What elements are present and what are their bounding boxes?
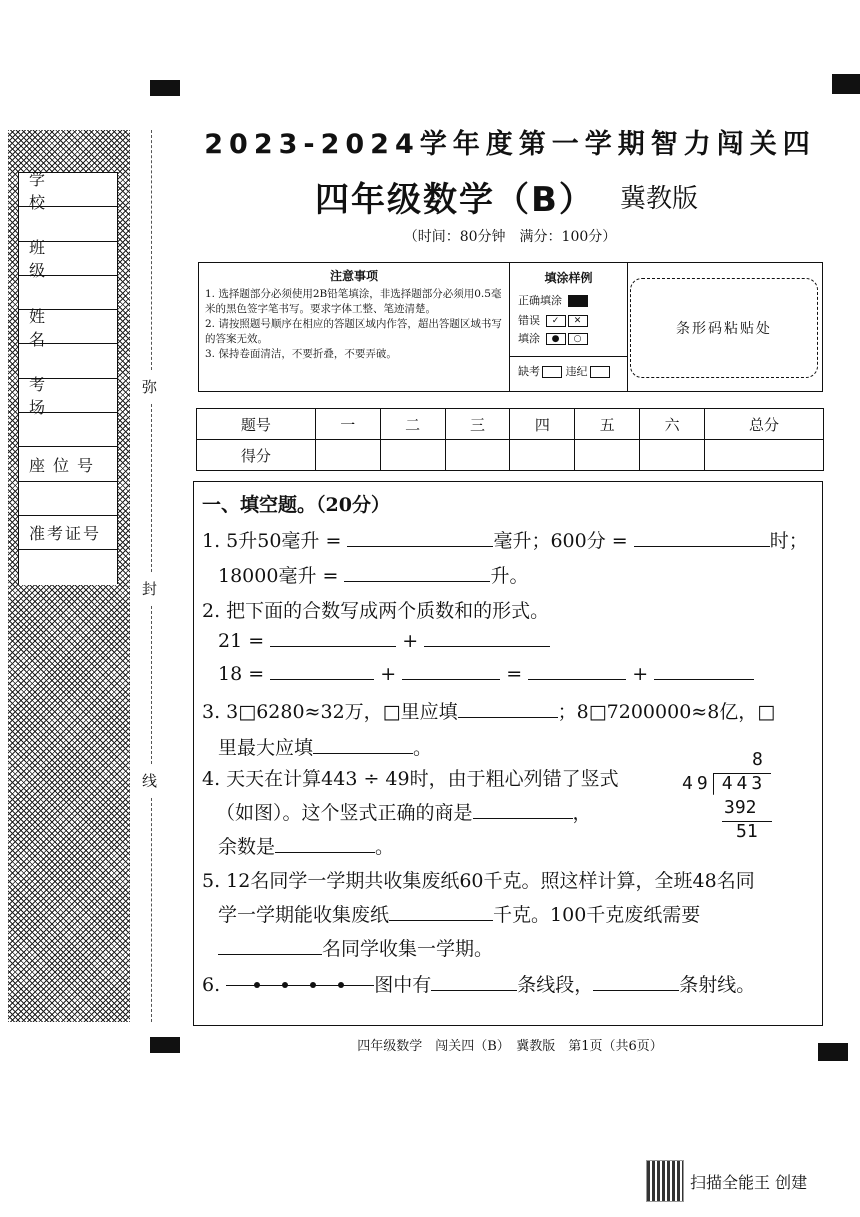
- seat-no-field[interactable]: [19, 482, 117, 516]
- answer-blank[interactable]: [634, 545, 770, 547]
- answer-blank[interactable]: [424, 645, 550, 647]
- question-text: 18000毫升 =: [218, 565, 339, 587]
- question-text: 。: [413, 737, 433, 759]
- answer-blank[interactable]: [270, 645, 396, 647]
- question-1a: [202, 526, 808, 553]
- question-text: 名同学收集一学期。: [322, 938, 494, 960]
- division-bracket-top: [713, 773, 771, 774]
- plus-sign: +: [632, 663, 649, 685]
- question-text: 条射线。: [679, 974, 756, 996]
- seat-no-label-row: [19, 447, 117, 481]
- question-text: 图中有: [374, 974, 432, 996]
- page-footer: 四年级数学 闯关四（B） 冀教版 第1页（共6页）: [357, 1039, 663, 1054]
- score-cell[interactable]: [445, 440, 510, 471]
- answer-blank[interactable]: [654, 678, 754, 680]
- question-4c: [218, 832, 394, 859]
- point-icon: [310, 982, 316, 988]
- absent-label: 缺考: [518, 365, 540, 378]
- question-3a: [202, 697, 775, 724]
- score-header-cell: 三: [445, 409, 510, 440]
- seal-dashed-line-3: [151, 606, 152, 764]
- seal-word-mi: 弥: [142, 378, 158, 396]
- notice-item: 1. 选择题部分必须使用2B铅笔填涂，非选择题部分必须用0.5毫米的黑色签字笔书写。要求字体工整、笔迹清楚。: [205, 288, 502, 315]
- scanner-credit: 扫描全能王 创建: [690, 1172, 808, 1192]
- division-dividend: 443: [721, 773, 767, 794]
- score-cell[interactable]: [575, 440, 640, 471]
- score-cell[interactable]: [640, 440, 705, 471]
- registration-mark-bottom-left: [150, 1037, 180, 1053]
- violation-label: 违纪: [565, 365, 588, 378]
- score-row-label: 得分: [197, 440, 316, 471]
- score-cell[interactable]: [705, 440, 824, 471]
- section-title: 一、填空题。（20分）: [202, 494, 390, 516]
- seal-word-xian: 线: [142, 772, 158, 790]
- division-divisor: 49: [682, 773, 712, 794]
- wrong-fill-label-2: 填涂: [518, 332, 540, 345]
- admission-no-label-row: [19, 516, 117, 550]
- class-label: 班 级: [29, 238, 106, 281]
- absent-checkbox[interactable]: [542, 366, 562, 378]
- plus-sign: +: [402, 630, 419, 652]
- point-icon: [254, 982, 260, 988]
- question-text: 1. 5升50毫升 =: [202, 530, 342, 552]
- answer-blank[interactable]: [270, 678, 374, 680]
- answer-blank[interactable]: [593, 989, 679, 991]
- admission-no-field[interactable]: [19, 550, 117, 584]
- exam-subtitle: 四年级数学（B）: [315, 180, 595, 220]
- filled-bubble-icon: [568, 295, 588, 307]
- score-header-cell: 二: [380, 409, 445, 440]
- question-text: 升。: [490, 565, 529, 587]
- score-header-cell: 四: [510, 409, 575, 440]
- division-product-line: [722, 821, 772, 822]
- exam-room-label: 考 场: [29, 375, 106, 418]
- correct-fill-label: 正确填涂: [518, 294, 562, 307]
- question-text: ，: [572, 802, 592, 824]
- score-header-cell: 题号: [197, 409, 316, 440]
- question-text: 3. 3□6280≈32万，□里应填: [202, 701, 458, 723]
- score-cell[interactable]: [380, 440, 445, 471]
- answer-blank[interactable]: [402, 678, 500, 680]
- scanner-watermark: [646, 1160, 807, 1202]
- circle-bubble-icon: ○: [568, 333, 588, 345]
- answer-blank[interactable]: [275, 851, 375, 853]
- division-product: 392: [724, 797, 757, 818]
- notice-item: 2. 请按照题号顺序在相应的答题区域内作答，超出答题区域书写的答案无效。: [205, 318, 502, 345]
- question-text: 21 =: [218, 630, 265, 652]
- question-text: 。: [375, 836, 395, 858]
- seal-dashed-line-2: [151, 404, 152, 572]
- answer-blank[interactable]: [347, 545, 493, 547]
- line-segment-figure: [226, 981, 374, 991]
- answer-blank[interactable]: [528, 678, 626, 680]
- score-table-header-row: [197, 409, 824, 440]
- question-6: [202, 970, 755, 997]
- answer-blank[interactable]: [473, 817, 573, 819]
- edition-label: 冀教版: [620, 184, 699, 214]
- question-2: 2. 把下面的合数写成两个质数和的形式。: [202, 600, 550, 622]
- registration-mark-top-left: [150, 80, 180, 96]
- dot-bubble-icon: ●: [546, 333, 566, 345]
- name-label: 姓 名: [29, 306, 106, 349]
- question-5c: [218, 934, 493, 961]
- exam-title: 2023-2024学年度第一学期智力闯关四: [204, 129, 816, 160]
- score-header-cell: 一: [315, 409, 380, 440]
- point-icon: [282, 982, 288, 988]
- point-icon: [338, 982, 344, 988]
- score-header-cell: 六: [640, 409, 705, 440]
- score-header-cell: 五: [575, 409, 640, 440]
- notice-heading: 注意事项: [329, 269, 378, 283]
- question-text: 学一学期能收集废纸: [218, 904, 390, 926]
- equals-sign: =: [506, 663, 523, 685]
- seal-dashed-line-4: [151, 798, 152, 1022]
- question-text: 千克。100千克废纸需要: [493, 904, 701, 926]
- question-5a: 5. 12名同学一学期共收集废纸60千克。照这样计算，全班48名同: [202, 870, 755, 892]
- long-division-figure: [682, 748, 766, 844]
- question-3b: [218, 733, 432, 760]
- question-2a: [218, 630, 550, 652]
- score-cell[interactable]: [315, 440, 380, 471]
- check-mark-icon: ✓: [546, 315, 566, 327]
- question-text: 条线段，: [517, 974, 594, 996]
- answer-blank[interactable]: [344, 580, 490, 582]
- score-cell[interactable]: [510, 440, 575, 471]
- notice-box: [198, 262, 510, 392]
- answer-blank[interactable]: [458, 716, 558, 718]
- question-text: 6.: [202, 974, 221, 996]
- violation-checkbox[interactable]: [590, 366, 610, 378]
- admission-no-label: 准考证号: [29, 524, 102, 544]
- question-text: ；8□7200000≈8亿，□: [557, 701, 776, 723]
- answer-blank[interactable]: [218, 953, 322, 955]
- question-text: 时；: [769, 530, 808, 552]
- wrong-fill-label: 错误: [518, 314, 540, 327]
- seal-word-feng: 封: [142, 580, 158, 598]
- score-header-cell: 总分: [705, 409, 824, 440]
- student-info-box: [18, 169, 118, 584]
- question-text: 毫升；600分 =: [493, 530, 628, 552]
- question-5b: [218, 900, 700, 927]
- score-table: [196, 408, 824, 471]
- fill-sample-box: [510, 262, 628, 392]
- plus-sign: +: [380, 663, 397, 685]
- question-4a: 4. 天天在计算443 ÷ 49时，由于粗心列错了竖式: [202, 768, 619, 790]
- question-text: 18 =: [218, 663, 265, 685]
- division-remainder: 51: [736, 821, 758, 842]
- score-table-score-row: [197, 440, 824, 471]
- question-4b: [216, 798, 592, 825]
- name-label-row: [19, 306, 117, 349]
- registration-mark-top-right: [832, 74, 860, 94]
- cross-mark-icon: ✕: [568, 315, 588, 327]
- qr-code-icon: [646, 1160, 684, 1202]
- class-label-row: [19, 238, 117, 281]
- answer-blank[interactable]: [313, 752, 413, 754]
- answer-blank[interactable]: [389, 919, 493, 921]
- question-1b: [218, 561, 528, 588]
- seat-no-label: 座位号: [29, 455, 102, 475]
- division-bracket-side: [713, 773, 714, 795]
- exam-room-label-row: [19, 375, 117, 418]
- question-text: （如图）。这个竖式正确的商是: [216, 802, 473, 824]
- division-quotient: 8: [752, 749, 763, 770]
- question-text: 里最大应填: [218, 737, 314, 759]
- question-text: 余数是: [218, 836, 276, 858]
- notice-item: 3. 保持卷面清洁，不要折叠，不要弄破。: [205, 348, 397, 360]
- question-2b: [218, 663, 754, 685]
- time-and-score: （时间：80分钟 满分：100分）: [403, 229, 617, 245]
- answer-blank[interactable]: [431, 989, 517, 991]
- seal-dashed-line-1: [151, 130, 152, 370]
- fill-sample-heading: 填涂样例: [544, 271, 593, 285]
- barcode-area: 条形码粘贴处: [630, 278, 818, 378]
- school-label-row: [19, 169, 117, 212]
- school-label: 学 校: [29, 169, 106, 212]
